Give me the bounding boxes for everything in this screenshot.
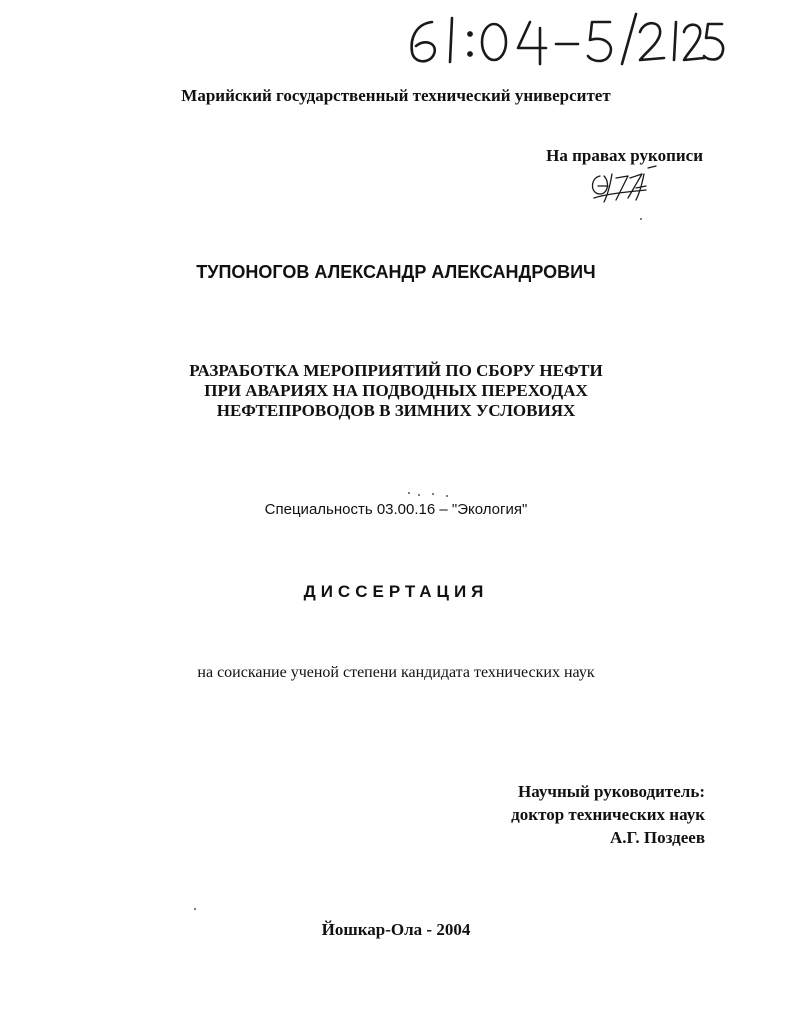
manuscript-rights-label: На правах рукописи	[546, 146, 703, 165]
handwritten-signature	[586, 164, 662, 204]
scan-speck	[194, 908, 196, 910]
document-type-heading: ДИССЕРТАЦИЯ	[303, 582, 489, 601]
title-line: ПРИ АВАРИЯХ НА ПОДВОДНЫХ ПЕРЕХОДАХ	[204, 381, 588, 400]
title-line: НЕФТЕПРОВОДОВ В ЗИМНИХ УСЛОВИЯХ	[216, 401, 576, 420]
scan-speck	[640, 218, 642, 220]
university-name: Марийский государственный технический университет	[181, 86, 611, 105]
scan-speck	[432, 493, 434, 495]
scan-speck	[446, 495, 448, 497]
handwritten-archive-number	[396, 8, 726, 68]
scan-speck	[418, 494, 420, 496]
city-year: Йошкар-Ола - 2004	[321, 920, 471, 939]
author-name: ТУПОНОГОВ АЛЕКСАНДР АЛЕКСАНДРОВИЧ	[196, 262, 596, 282]
supervisor-name: А.Г. Поздеев	[609, 828, 705, 847]
scan-speck	[408, 492, 410, 494]
title-line: РАЗРАБОТКА МЕРОПРИЯТИЙ ПО СБОРУ НЕФТИ	[189, 361, 603, 380]
supervisor-degree: доктор технических наук	[511, 805, 705, 824]
supervisor-role: Научный руководитель:	[518, 782, 705, 801]
specialty-line: Специальность 03.00.16 – "Экология"	[264, 501, 528, 518]
degree-line: на соискание ученой степени кандидата технических наук	[197, 664, 595, 681]
supervisor-block	[511, 780, 705, 849]
dissertation-title	[0, 361, 792, 421]
